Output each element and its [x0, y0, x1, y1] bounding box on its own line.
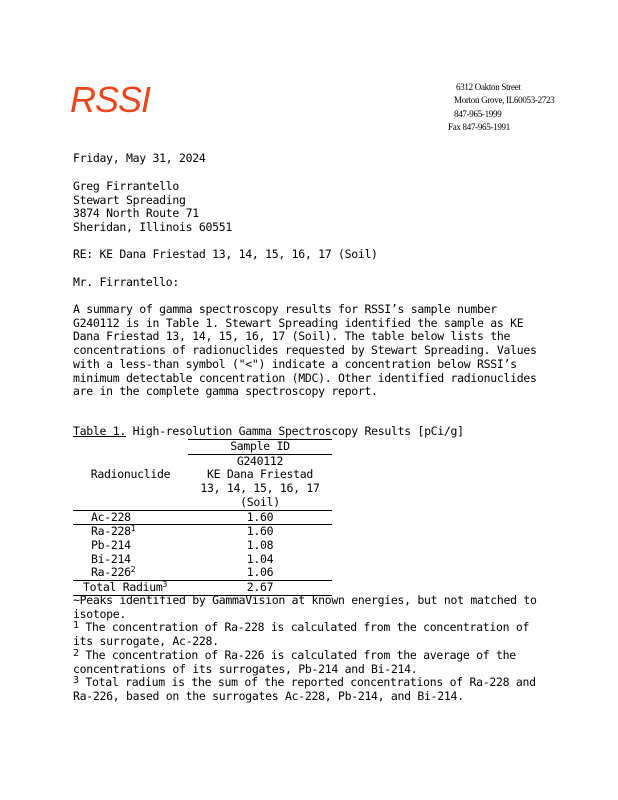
recipient-street: 3874 North Route 71	[73, 206, 199, 221]
sample-number: G240112	[236, 453, 284, 468]
table-row	[73, 553, 332, 567]
row-value: 1.60	[188, 510, 332, 525]
row-value: 1.04	[246, 551, 274, 566]
letter-date: Friday, May 31, 2024	[73, 151, 206, 165]
sample-name-1: KE Dana Friestad	[207, 467, 313, 482]
address-phone: 847-965-1999	[454, 108, 502, 119]
table-row	[73, 525, 332, 539]
footnote-2-mark: 2	[73, 647, 79, 659]
footnote-2	[73, 649, 543, 676]
address-street: 6312 Oakton Street	[456, 82, 521, 92]
footnote-1-mark: 1	[73, 620, 79, 632]
total-name: Total Radium	[83, 580, 163, 595]
address-fax: Fax 847-965-1991	[448, 121, 510, 132]
col-radionuclide: Radionuclide	[90, 466, 171, 481]
footnote-marker: 1	[130, 524, 136, 534]
footnote-1	[73, 621, 543, 648]
recipient-block	[73, 180, 232, 235]
table-caption-text: High-resolution Gamma Spectroscopy Results [pCi/g]	[132, 424, 464, 438]
table-caption-label: Table 1.	[73, 424, 126, 438]
row-name: Bi-214	[91, 551, 131, 566]
footnote-2-text: The concentration of Ra-226 is calculated from the average of the concentrations of its surrogates, Pb-214 and Bi-214.	[73, 647, 516, 676]
row-name: Ra-228	[91, 524, 131, 539]
body-paragraph: A summary of gamma spectroscopy results for RSSI’s sample number G240112 is in Table 1. Stewart Spreading identified the sample as KE Dana Friestad 13, 14, 15, 16, 17 (Soil). The table below lists the concentrations of radionuclides requested by Stewart Spreading. Values with a less-than symbol ("<") indicate a concentration below RSSI’s minimum detectable concentration (MDC). Other identified radionuclides are in the complete gamma spectroscopy report.	[73, 302, 537, 399]
row-name: Ra-226	[91, 565, 131, 580]
table-row	[73, 566, 332, 580]
header-row-1	[73, 440, 332, 455]
row-value: 1.08	[246, 537, 274, 552]
sample-name-2: 13, 14, 15, 16, 17	[200, 481, 320, 496]
row-value: 1.60	[188, 525, 332, 539]
table-row	[73, 539, 332, 553]
row-value: 1.06	[246, 565, 274, 580]
footnote-marker: 2	[130, 565, 136, 575]
recipient-name: Greg Firrantello	[73, 179, 179, 193]
footnote-1-text: The concentration of Ra-228 is calculated from the concentration of its surrogate, Ac-228.	[73, 620, 530, 649]
total-value: 2.67	[188, 581, 332, 596]
subject-line: RE: KE Dana Friestad 13, 14, 15, 16, 17 (Soil)	[73, 247, 378, 261]
col-sample-id: Sample ID	[188, 440, 332, 455]
results-table	[73, 439, 332, 596]
address-city: Morton Grove, IL60053-2723	[454, 95, 555, 106]
rssi-logo: RSSI	[70, 79, 151, 120]
recipient-city: Sheridan, Illinois 60551	[73, 220, 232, 235]
footnote-marker: 3	[162, 580, 168, 590]
footnote-3-text: Total radium is the sum of the reported concentrations of Ra-228 and Ra-226, based on the surrogates Ac-228, Pb-214, and Bi-214.	[73, 675, 536, 703]
footnote-3	[73, 676, 543, 703]
footnote-peaks: ~Peaks identified by GammaVision at known energies, but not matched to isotope.	[73, 593, 537, 621]
table-caption	[73, 425, 464, 439]
salutation: Mr. Firrantello:	[73, 275, 179, 289]
letterhead-address	[448, 81, 554, 134]
recipient-company: Stewart Spreading	[73, 192, 186, 207]
footnotes	[73, 594, 543, 704]
row-name: Ac-228	[91, 509, 131, 524]
row-name: Pb-214	[91, 537, 131, 552]
footnote-3-mark: 3	[73, 675, 79, 687]
table-row	[73, 510, 332, 525]
sample-name-3: (Soil)	[240, 494, 280, 509]
